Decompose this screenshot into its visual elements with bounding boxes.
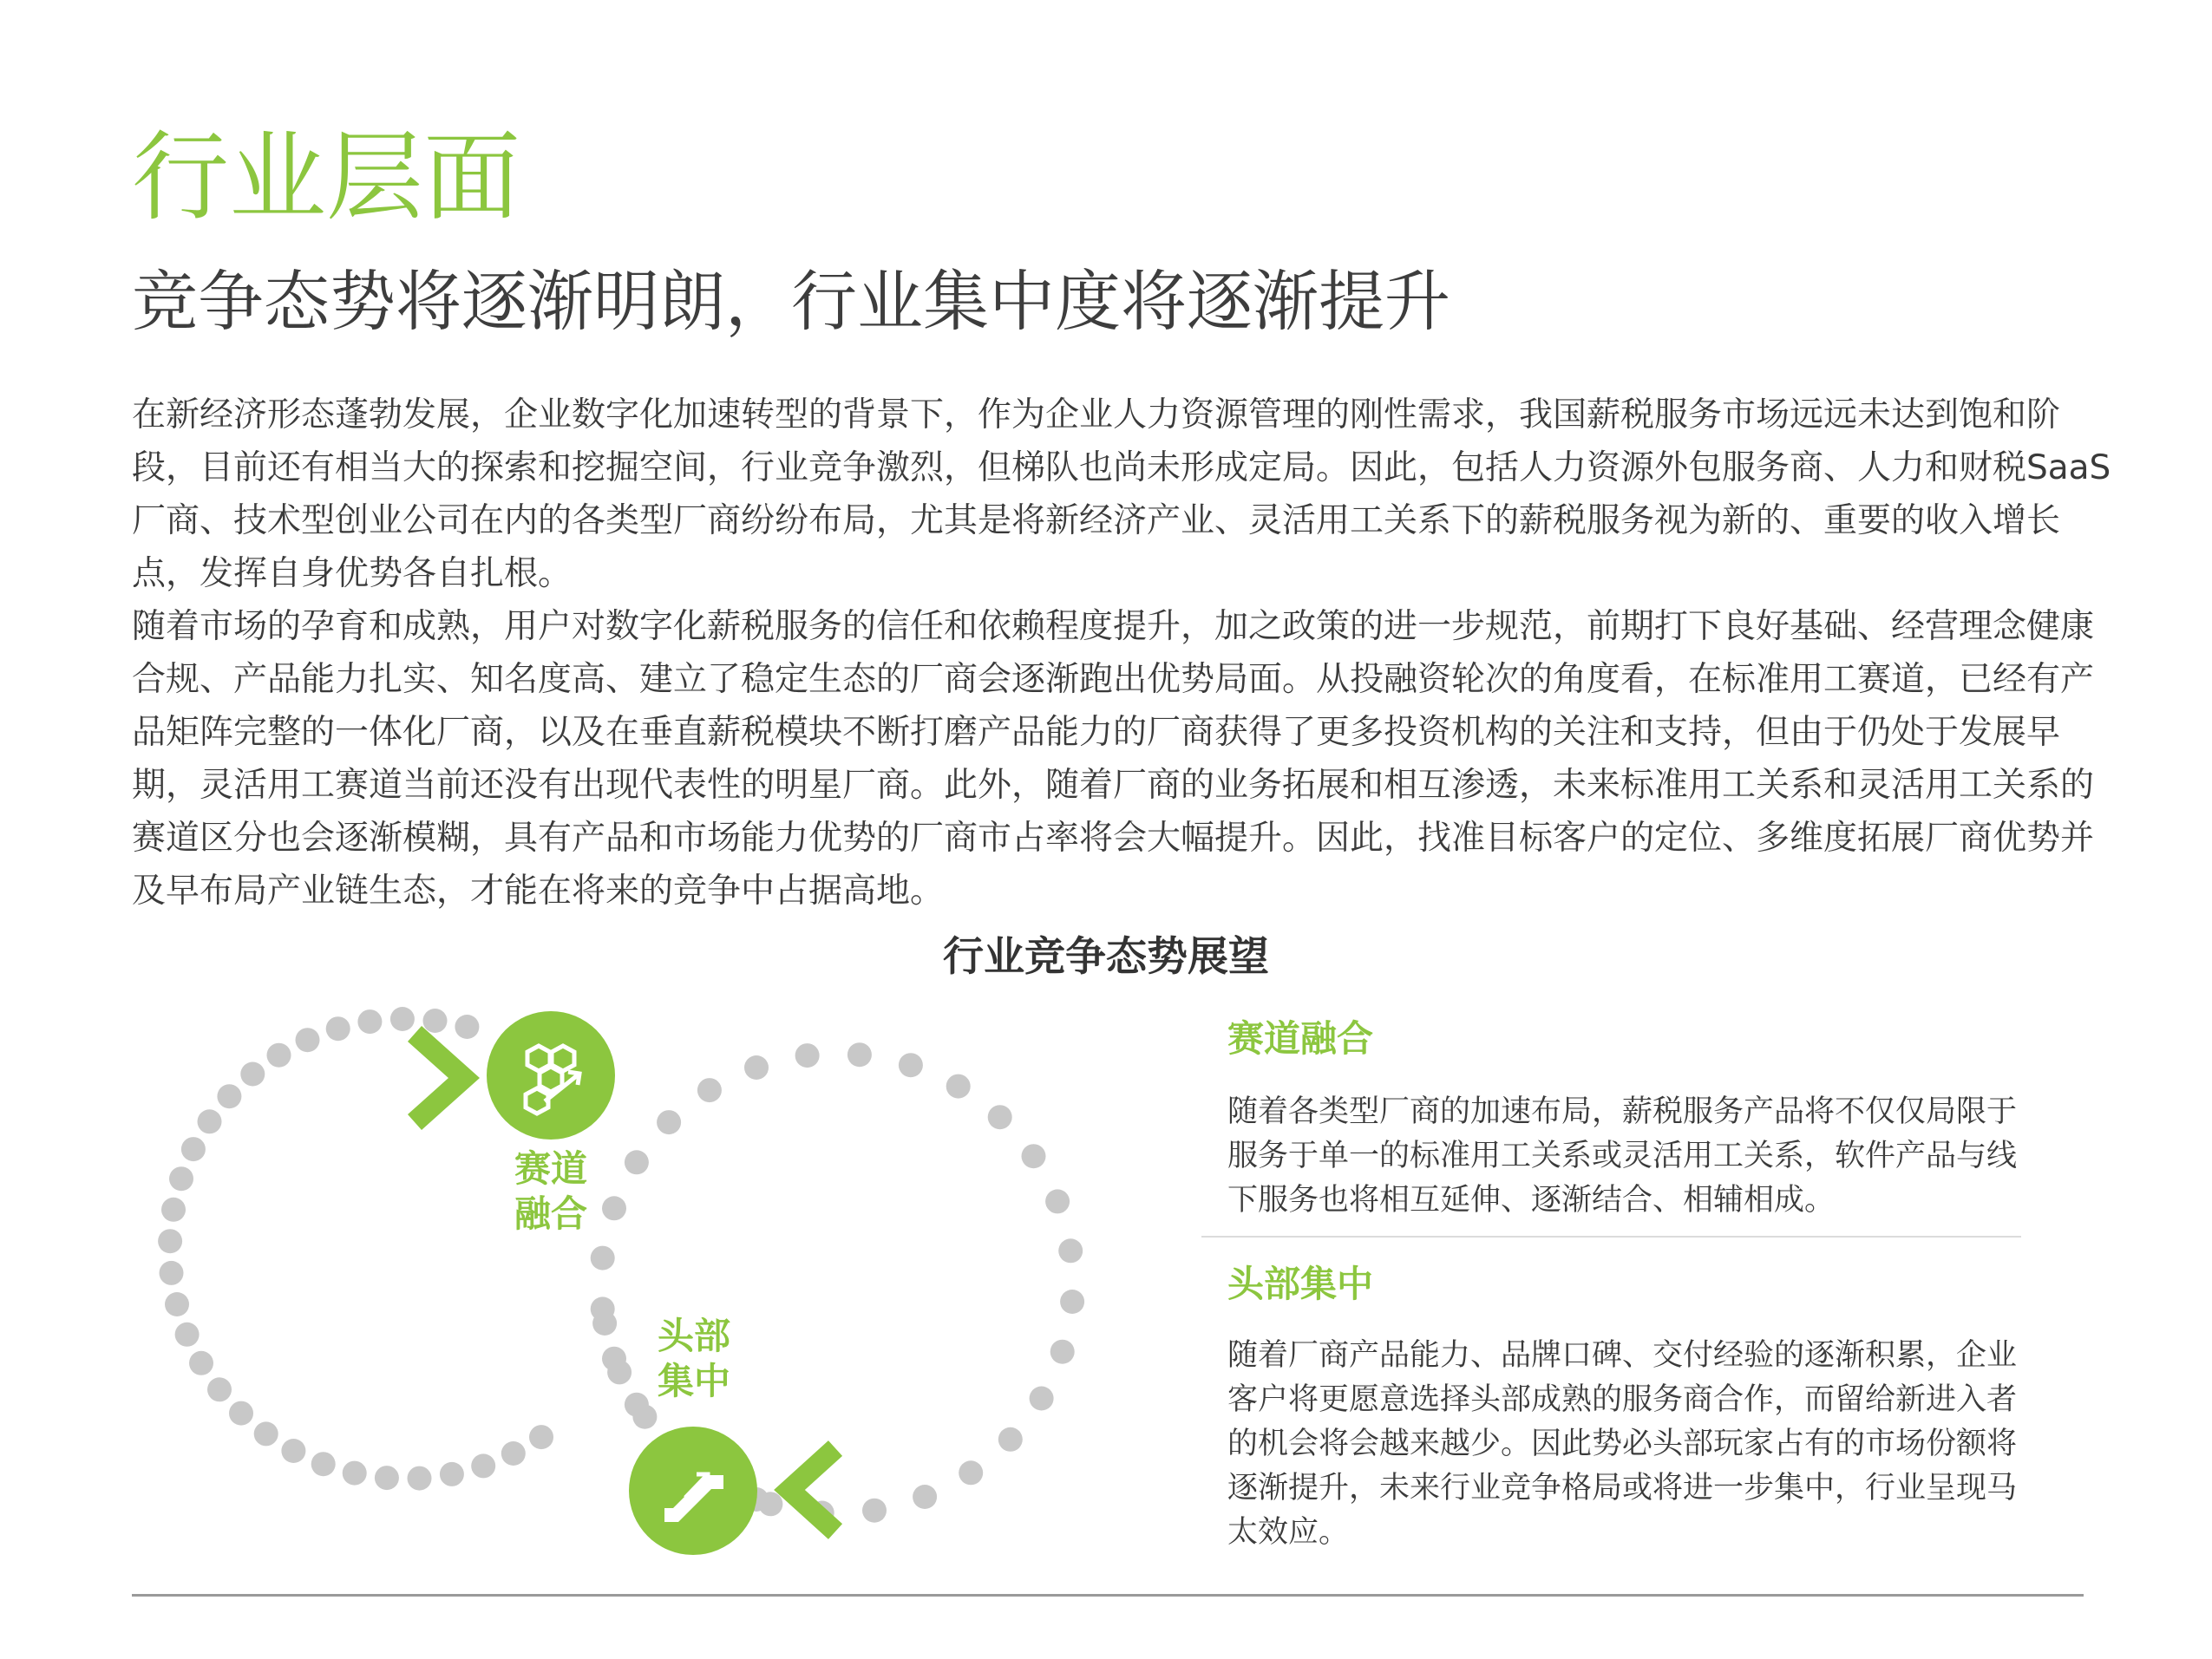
loop-dot [440, 1462, 464, 1486]
loop-dot [899, 1053, 923, 1077]
loop-dot [1050, 1340, 1075, 1364]
loop-dot [160, 1261, 184, 1285]
loop-dot [207, 1377, 232, 1401]
merge-heading: 赛道融合 [1227, 1017, 1374, 1060]
concentrate-label [646, 1314, 742, 1404]
concentrate-label-line2: 集中 [657, 1360, 730, 1402]
loop-dot [267, 1043, 291, 1068]
section-title: 行业层面 [132, 121, 520, 234]
loop-dot [913, 1485, 937, 1509]
loop-dot [455, 1015, 479, 1039]
loop-dot [795, 1043, 820, 1068]
loop-dot [959, 1460, 983, 1485]
loop-dot [744, 1055, 769, 1080]
concentrate-heading: 头部集中 [1227, 1263, 1374, 1305]
loop-dot [847, 1042, 872, 1067]
loop-dot [189, 1351, 213, 1375]
merge-description: 随着各类型厂商的加速布局，薪税服务产品将不仅仅局限于服务于单一的标准用工关系或灵活用工关系，软件产品与线下服务也将相互延伸、逐渐结合、相辅相成。 [1227, 1094, 2018, 1218]
loop-dot [697, 1078, 722, 1102]
loop-dot [390, 1007, 415, 1031]
merge-label [507, 1146, 594, 1237]
loop-dot [1060, 1290, 1084, 1314]
paragraph-1: 在新经济形态蓬勃发展，企业数字化加速转型的背景下，作为企业人力资源管理的刚性需求，我国薪税服务市场远远未达到饱和阶段，目前还有相当大的探索和挖掘空间，行业竞争激烈，但梯队也尚未形成定局。因此，包括人力资源外包服务商、人力和财税SaaS厂商、技术型创业公司在内的各类型厂商纷纷布局，尤其是将新经济产业、灵活用工关系下的薪税服务视为新的、重要的收入增长点，发挥自身优势各自扎根。 [132, 395, 2111, 593]
loop-dot [423, 1009, 448, 1033]
loop-dot [311, 1452, 336, 1476]
loop-dot [375, 1466, 399, 1490]
loop-dot [602, 1196, 626, 1220]
loop-dot [1045, 1189, 1070, 1213]
loop-dot [471, 1453, 495, 1478]
loop-dot [1030, 1387, 1054, 1411]
bottom-rule [132, 1594, 2084, 1597]
chevron-right-arrow [415, 1034, 464, 1122]
loop-dot [169, 1166, 193, 1191]
concentrate-node [629, 1427, 757, 1555]
loop-dot [158, 1229, 182, 1253]
loop-dot [862, 1499, 887, 1523]
loop-dot [326, 1016, 350, 1041]
loop-dot [343, 1461, 367, 1486]
loop-dot [198, 1109, 222, 1133]
merge-label-line2: 融合 [514, 1192, 587, 1235]
loop-dot [229, 1401, 253, 1426]
loop-dot [998, 1427, 1023, 1452]
loop-dot [602, 1347, 626, 1371]
loop-dot [357, 1009, 382, 1034]
loop-dot [591, 1297, 615, 1321]
panel-divider [1201, 1236, 2021, 1238]
loop-dot [625, 1150, 649, 1174]
loop-dot [529, 1425, 553, 1449]
loop-dot [240, 1062, 265, 1087]
page-subtitle: 竞争态势将逐渐明朗，行业集中度将逐渐提升 [132, 263, 1450, 340]
loop-dot [175, 1323, 200, 1347]
diagram-title: 行业竞争态势展望 [943, 933, 1269, 981]
loop-dot [1058, 1238, 1083, 1263]
merge-node [487, 1011, 615, 1140]
loop-dot [408, 1466, 432, 1491]
merge-label-line1: 赛道 [514, 1147, 587, 1190]
loop-dot [946, 1074, 971, 1099]
loop-dot [625, 1393, 649, 1417]
loop-dot [254, 1421, 278, 1446]
paragraph-2: 随着市场的孕育和成熟，用户对数字化薪税服务的信任和依赖程度提升，加之政策的进一步规范，前期打下良好基础、经营理念健康合规、产品能力扎实、知名度高、建立了稳定生态的厂商会逐渐跑出优势局面。从投融资轮次的角度看，在标准用工赛道，已经有产品矩阵完整的一体化厂商，以及在垂直薪税模块不断打磨产品能力的厂商获得了更多投资机构的关注和支持，但由于仍处于发展早期，灵活用工赛道当前还没有出现代表性的明星厂商。此外，随着厂商的业务拓展和相互渗透，未来标准用工关系和灵活用工关系的赛道区分也会逐渐模糊，具有产品和市场能力优势的厂商市占率将会大幅提升。因此，找准目标客户的定位、多维度拓展厂商优势并及早布局产业链生态，才能在将来的竞争中占据高地。 [132, 607, 2095, 911]
loop-dot [161, 1198, 186, 1222]
loop-dot [296, 1028, 320, 1052]
loop-dot [988, 1105, 1012, 1129]
loop-dot [657, 1110, 681, 1134]
loop-dot [281, 1439, 305, 1463]
concentrate-description: 随着厂商产品能力、品牌口碑、交付经验的逐渐积累，企业客户将更愿意选择头部成熟的服务商合作，而留给新进入者的机会将会越来越少。因此势必头部玩家占有的市场份额将逐渐提升，未来行业竞争格局或将进一步集中，行业呈现马太效应。 [1227, 1338, 2018, 1550]
loop-dot [217, 1084, 241, 1108]
loop-dot [1022, 1144, 1046, 1168]
loop-dot [501, 1441, 526, 1466]
loop-dot [165, 1292, 189, 1316]
chevron-left-arrow [789, 1448, 835, 1532]
loop-dot [181, 1137, 206, 1161]
loop-dot [591, 1246, 615, 1270]
concentrate-label-line1: 头部 [657, 1315, 730, 1357]
